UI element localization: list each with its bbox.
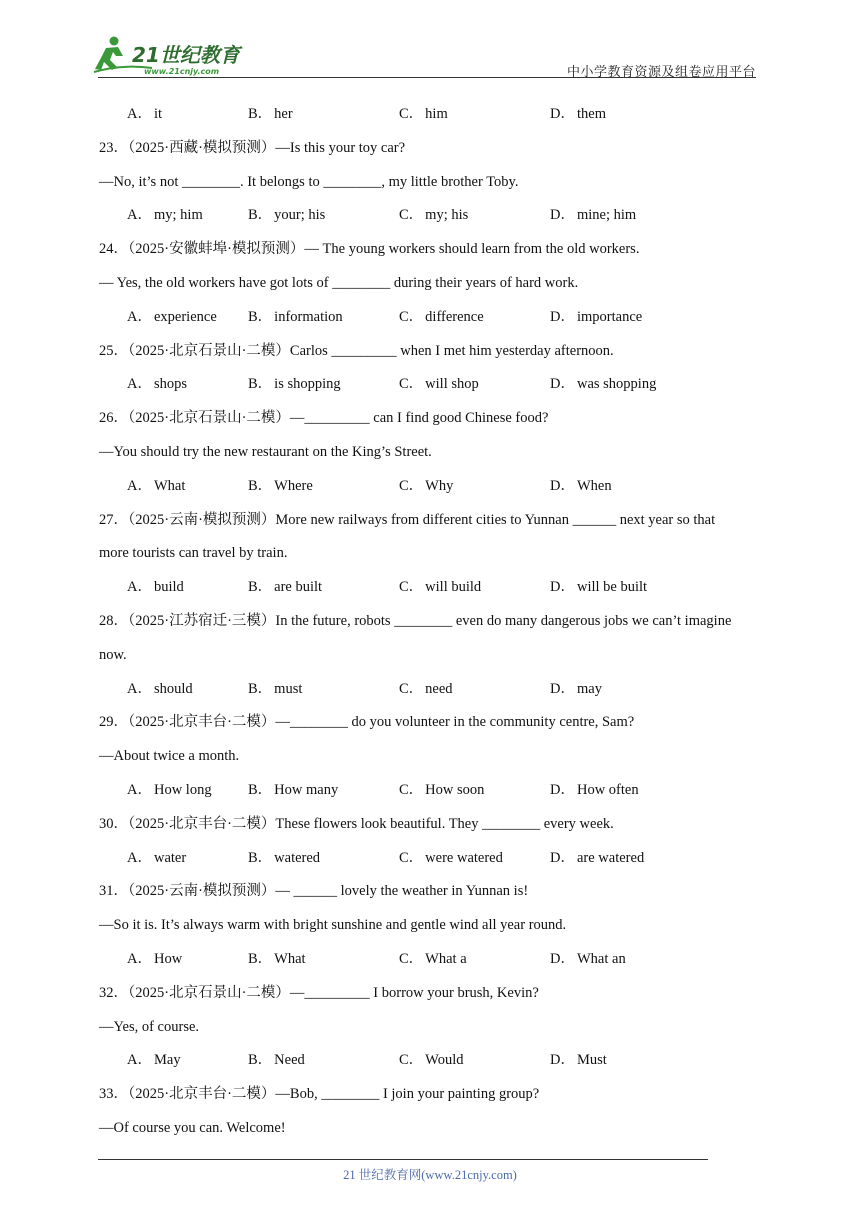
option-text: are built [274, 579, 323, 596]
option-text: Why [425, 477, 454, 494]
option-letter: A． [127, 950, 152, 967]
footer-divider [98, 1159, 708, 1160]
answer-options [99, 943, 779, 977]
option-letter: A． [127, 849, 152, 866]
question-list [99, 98, 779, 1146]
option-letter: D． [550, 579, 575, 596]
option-letter: C． [399, 106, 424, 122]
option-text: will build [425, 579, 482, 596]
option-letter: B． [248, 1052, 273, 1069]
option-text: should [153, 680, 193, 697]
answer-option [248, 301, 343, 335]
question-line: 28．（2025·江苏宿迁·三模）In the future, robots ________ even do many dangerous jobs we can’t imagine [99, 612, 732, 629]
option-letter: D． [550, 106, 575, 122]
question-line: 30．（2025·北京丰台·二模）These flowers look beautiful. They ________ every week. [99, 815, 614, 832]
option-letter: C． [399, 477, 424, 494]
option-text: are watered [576, 849, 645, 866]
option-text: How often [576, 781, 639, 798]
option-text: Would [425, 1052, 464, 1069]
answer-options [99, 842, 779, 876]
option-text: water [153, 849, 187, 866]
answer-option [127, 301, 217, 335]
question-line: 24．（2025·安徽蚌埠·模拟预测）— The young workers should learn from the old workers. [99, 241, 640, 258]
answer-option [399, 368, 479, 402]
option-text: were watered [425, 849, 503, 866]
answer-option [399, 673, 453, 707]
option-letter: A． [127, 376, 152, 393]
question-line: — Yes, the old workers have got lots of ________ during their years of hard work. [99, 274, 579, 291]
answer-option [399, 470, 453, 504]
answer-option [248, 774, 338, 808]
answer-option [550, 301, 642, 335]
answer-option [248, 943, 306, 977]
answer-options [99, 301, 779, 335]
page-footer: 21 世纪教育网(www.21cnjy.com) [343, 1168, 517, 1182]
option-letter: B． [248, 579, 273, 596]
option-text: was shopping [576, 376, 657, 393]
option-letter: B． [248, 477, 273, 494]
option-text: Need [274, 1052, 305, 1069]
option-letter: C． [399, 376, 424, 393]
option-text: may [576, 680, 602, 697]
option-text: May [153, 1052, 181, 1069]
option-letter: A． [127, 1052, 152, 1069]
question-line: 25．（2025·北京石景山·二模）Carlos _________ when I met him yesterday afternoon. [99, 342, 614, 359]
option-text: How many [274, 781, 339, 798]
answer-options [99, 774, 779, 808]
option-letter: D． [550, 207, 575, 224]
answer-option [550, 571, 647, 605]
option-text: What a [425, 950, 467, 967]
option-letter: B． [248, 207, 273, 224]
question-line: —You should try the new restaurant on the King’s Street. [99, 443, 432, 460]
option-text: Where [274, 477, 313, 494]
option-text: him [425, 106, 448, 122]
answer-option [127, 571, 184, 605]
answer-options [99, 199, 779, 233]
answer-option [550, 199, 636, 233]
header-divider [98, 77, 756, 78]
option-text: When [576, 477, 612, 494]
answer-option [399, 571, 481, 605]
question-line: —No, it’s not ________. It belongs to ________, my little brother Toby. [99, 173, 519, 190]
option-text: your; his [274, 207, 326, 224]
question-line: —About twice a month. [99, 748, 240, 765]
option-letter: C． [399, 849, 424, 866]
answer-option [127, 774, 212, 808]
option-text: difference [425, 308, 484, 325]
question-line: now. [99, 646, 127, 663]
option-text: mine; him [576, 207, 637, 224]
answer-option [127, 673, 193, 707]
question-line: 31．（2025·云南·模拟预测）— ______ lovely the weather in Yunnan is! [99, 883, 529, 900]
option-text: information [274, 308, 343, 325]
site-name: 中小学教育资源及组卷应用平台 [566, 64, 756, 79]
answer-option [127, 943, 182, 977]
logo-url: www.21cnjy.com [144, 67, 220, 76]
option-letter: C． [399, 950, 424, 967]
option-text: is shopping [274, 376, 341, 393]
option-text: will shop [425, 376, 479, 393]
option-letter: C． [399, 781, 424, 798]
answer-option [399, 943, 467, 977]
option-text: How [153, 950, 183, 967]
option-letter: B． [248, 376, 273, 393]
question-line: —Yes, of course. [99, 1018, 200, 1035]
answer-option [127, 470, 185, 504]
question-line: more tourists can travel by train. [99, 545, 288, 562]
answer-options [99, 368, 779, 402]
answer-option [248, 368, 341, 402]
answer-option [399, 199, 468, 233]
option-text: it [153, 106, 163, 122]
answer-options [99, 98, 779, 132]
answer-option [248, 1044, 305, 1078]
option-text: Must [576, 1052, 607, 1069]
answer-option [550, 470, 612, 504]
option-letter: B． [248, 106, 273, 122]
answer-option [248, 842, 320, 876]
answer-option [550, 98, 606, 132]
option-text: importance [576, 308, 643, 325]
option-text: my; his [425, 207, 469, 224]
answer-option [248, 98, 293, 132]
option-letter: A． [127, 106, 152, 122]
answer-option [550, 368, 656, 402]
answer-options [99, 470, 779, 504]
answer-option [399, 301, 484, 335]
answer-option [248, 571, 322, 605]
option-letter: B． [248, 849, 273, 866]
question-line: 23．（2025·西藏·模拟预测）—Is this your toy car? [99, 139, 406, 156]
answer-option [550, 1044, 607, 1078]
option-letter: C． [399, 308, 424, 325]
option-text: my; him [153, 207, 203, 224]
option-text: must [274, 680, 303, 697]
option-letter: C． [399, 680, 424, 697]
option-text: them [576, 106, 606, 122]
answer-option [399, 774, 484, 808]
option-text: What [274, 950, 306, 967]
option-letter: A． [127, 680, 152, 697]
answer-option [127, 1044, 181, 1078]
option-letter: B． [248, 781, 273, 798]
answer-option [399, 1044, 463, 1078]
question-line: 26．（2025·北京石景山·二模）—_________ can I find good Chinese food? [99, 410, 549, 427]
answer-option [248, 673, 302, 707]
answer-option [550, 943, 626, 977]
question-line: 33．（2025·北京丰台·二模）—Bob, ________ I join your painting group? [99, 1086, 540, 1103]
question-line: 27．（2025·云南·模拟预测）More new railways from different cities to Yunnan ______ next year so that [99, 511, 716, 528]
option-letter: A． [127, 477, 152, 494]
answer-option [248, 470, 313, 504]
logo-text: 21世纪教育 [132, 43, 240, 67]
site-logo [92, 34, 262, 78]
option-letter: A． [127, 207, 152, 224]
option-text: shops [153, 376, 188, 393]
answer-option [127, 842, 186, 876]
page-header [0, 0, 860, 80]
option-letter: B． [248, 308, 273, 325]
option-letter: D． [550, 477, 575, 494]
question-line: 32．（2025·北京石景山·二模）—_________ I borrow your brush, Kevin? [99, 984, 539, 1001]
option-letter: A． [127, 579, 152, 596]
option-text: How soon [425, 781, 485, 798]
answer-options [99, 1044, 779, 1078]
answer-option [127, 199, 203, 233]
answer-options [99, 571, 779, 605]
option-letter: B． [248, 680, 273, 697]
option-text: What an [576, 950, 626, 967]
option-letter: A． [127, 308, 152, 325]
option-letter: D． [550, 1052, 575, 1069]
option-text: her [274, 106, 293, 122]
question-line: 29．（2025·北京丰台·二模）—________ do you volunteer in the community centre, Sam? [99, 714, 635, 731]
option-text: experience [153, 308, 217, 325]
answer-options [99, 673, 779, 707]
option-letter: A． [127, 781, 152, 798]
option-letter: D． [550, 781, 575, 798]
answer-option [248, 199, 325, 233]
answer-option [127, 98, 162, 132]
option-text: build [153, 579, 184, 596]
option-letter: C． [399, 579, 424, 596]
option-letter: D． [550, 376, 575, 393]
question-line: —So it is. It’s always warm with bright sunshine and gentle wind all year round. [99, 917, 567, 934]
option-text: need [425, 680, 453, 697]
answer-option [550, 673, 602, 707]
option-text: How long [153, 781, 212, 798]
option-text: will be built [576, 579, 648, 596]
answer-option [399, 842, 503, 876]
option-letter: B． [248, 950, 273, 967]
answer-option [127, 368, 187, 402]
option-letter: D． [550, 308, 575, 325]
answer-option [550, 842, 644, 876]
option-text: watered [274, 849, 321, 866]
option-letter: C． [399, 207, 424, 224]
option-letter: C． [399, 1052, 424, 1069]
option-letter: D． [550, 849, 575, 866]
question-line: —Of course you can. Welcome! [99, 1119, 286, 1136]
option-text: What [153, 477, 186, 494]
option-letter: D． [550, 680, 575, 697]
answer-option [550, 774, 639, 808]
answer-option [399, 98, 448, 132]
option-letter: D． [550, 950, 575, 967]
